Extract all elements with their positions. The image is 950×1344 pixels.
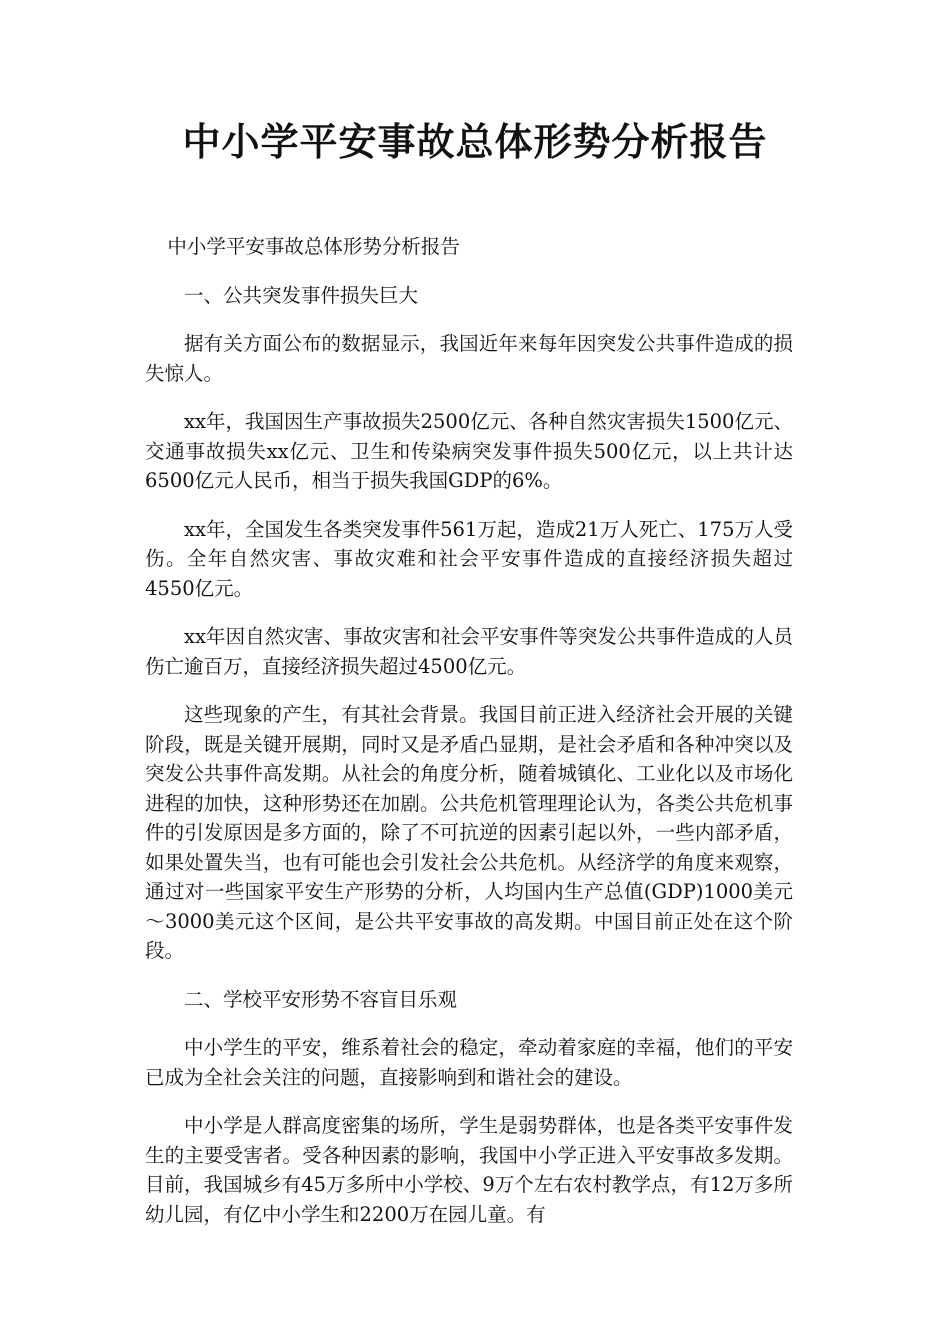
paragraph: 据有关方面公布的数据显示，我国近年来每年因突发公共事件造成的损失惊人。	[145, 332, 793, 385]
paragraph: xx年，我国因生产事故损失2500亿元、各种自然灾害损失1500亿元、交通事故损失xx亿元、卫生和传染病突发事件损失500亿元，以上共计达6500亿元人民币，相当于损失我国GDP的6%。	[145, 410, 793, 492]
section-heading-1: 一、公共突发事件损失巨大	[184, 283, 419, 307]
paragraph: xx年因自然灾害、事故灾害和社会平安事件等突发公共事件造成的人员伤亡逾百万，直接经济损失超过4500亿元。	[145, 625, 793, 678]
paragraph: 这些现象的产生，有其社会背景。我国目前正进入经济社会开展的关键阶段，既是关键开展期，同时又是矛盾凸显期，是社会矛盾和各种冲突以及突发公共事件高发期。从社会的角度分析，随着城镇化、工业化以及市场化进程的加快，这种形势还在加剧。公共危机管理理论认为，各类公共危机事件的引发原因是多方面的，除了不可抗逆的因素引起以外，一些内部矛盾，如果处置失当，也有可能也会引发社会公共危机。从经济学的角度来观察，通过对一些国家平安生产形势的分析，人均国内生产总值(GDP)1000美元～3000美元这个区间，是公共平安事故的高发期。中国目前正处在这个阶段。	[145, 703, 793, 962]
body-subtitle: 中小学平安事故总体形势分析报告	[167, 235, 460, 258]
paragraph: xx年，全国发生各类突发事件561万起，造成21万人死亡、175万人受伤。全年自然灾害、事故灾难和社会平安事件造成的直接经济损失超过4550亿元。	[145, 517, 793, 600]
paragraph: 中小学生的平安，维系着社会的稳定，牵动着家庭的幸福，他们的平安已成为全社会关注的问题，直接影响到和谐社会的建设。	[145, 1036, 793, 1089]
paragraph: 中小学是人群高度密集的场所，学生是弱势群体，也是各类平安事件发生的主要受害者。受各种因素的影响，我国中小学正进入平安事故多发期。目前，我国城乡有45万多所中小学校、9万个左右农村教学点，有12万多所幼儿园，有亿中小学生和2200万在园儿童。有	[145, 1114, 793, 1226]
document-title: 中小学平安事故总体形势分析报告	[182, 119, 768, 164]
section-heading-2: 二、学校平安形势不容盲目乐观	[184, 987, 458, 1011]
document-body	[145, 232, 793, 1248]
